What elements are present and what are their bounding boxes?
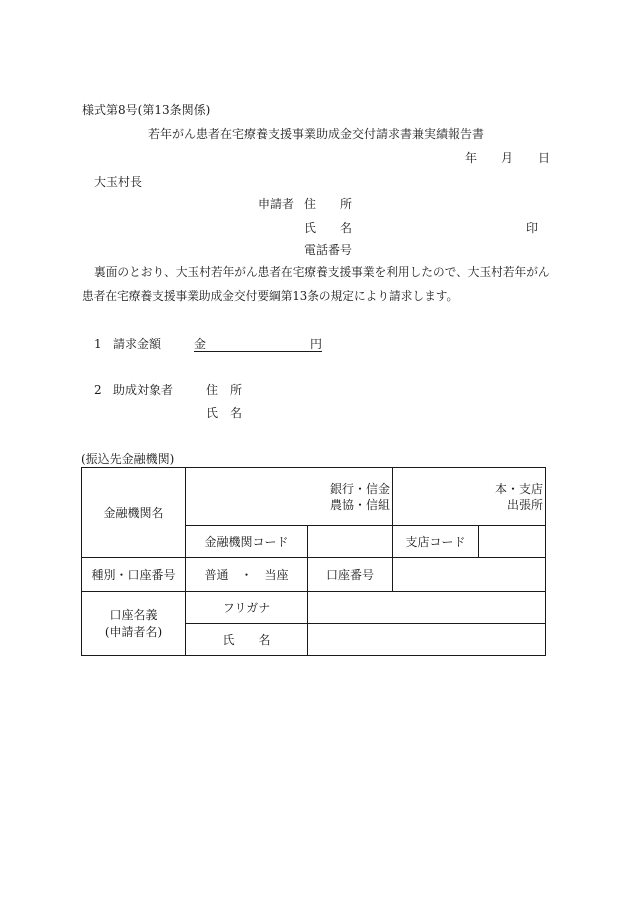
item1-prefix: 金 (194, 337, 207, 351)
account-type-options: 普通 ・ 当座 (204, 568, 289, 582)
account-type-label-cell (82, 558, 186, 592)
account-type-selector[interactable] (186, 558, 308, 592)
item2-address-label: 住 所 (206, 383, 243, 397)
page-title: 若年がん患者在宅療養支援事業助成金交付請求書兼実績報告書 (148, 127, 485, 141)
account-holder-label-line2: (申請者名) (104, 624, 163, 639)
account-number-label-cell (308, 558, 393, 592)
applicant-address-label: 住 所 (304, 197, 353, 211)
item2-name-label: 氏 名 (206, 406, 243, 420)
institution-name-label: 金融機関名 (103, 506, 164, 520)
holder-name-label: 氏 名 (222, 633, 271, 647)
seal-mark: 印 (526, 221, 539, 235)
institution-code-label-cell (186, 526, 308, 558)
bank-types-line2: 農協・信組 (330, 497, 391, 512)
item2-label: 助成対象者 (113, 383, 174, 397)
claim-amount-field[interactable] (194, 336, 322, 352)
addressee: 大玉村長 (94, 175, 143, 189)
account-type-label: 種別・口座番号 (91, 568, 176, 582)
applicant-phone-label: 電話番号 (304, 243, 353, 257)
furigana-field[interactable] (308, 592, 546, 624)
branch-types-line2: 出張所 (507, 497, 544, 512)
holder-name-field[interactable] (308, 624, 546, 656)
branch-types-line1: 本・支店 (495, 481, 544, 496)
item1-suffix: 円 (310, 337, 323, 351)
applicant-label: 申請者 (258, 197, 295, 211)
institution-name-field[interactable] (186, 468, 393, 526)
branch-code-field[interactable] (479, 526, 546, 558)
item2-number: 2 (94, 383, 102, 397)
item1-number: 1 (94, 337, 102, 351)
bank-info-table (81, 467, 546, 656)
institution-code-label: 金融機関コード (204, 535, 289, 549)
form-number: 様式第8号(第13条関係) (82, 103, 211, 117)
branch-code-label: 支店コード (405, 535, 466, 549)
date-year: 年 (465, 151, 478, 165)
branch-name-field[interactable] (393, 468, 546, 526)
holder-name-label-cell (186, 624, 308, 656)
branch-code-label-cell (393, 526, 479, 558)
item1-label: 請求金額 (113, 337, 162, 351)
account-number-label: 口座番号 (326, 568, 375, 582)
body-text-line2: 患者在宅療養支援事業助成金交付要綱第13条の規定により請求します。 (82, 289, 459, 303)
body-text-line1: 裏面のとおり、大玉村若年がん患者在宅療養支援事業を利用したので、大玉村若年がん (94, 265, 550, 279)
bank-types-line1: 銀行・信金 (330, 481, 391, 496)
furigana-label: フリガナ (222, 601, 271, 615)
account-number-field[interactable] (393, 558, 546, 592)
institution-name-label-cell (82, 468, 186, 558)
date-month: 月 (501, 151, 514, 165)
account-holder-label-line1: 口座名義 (109, 607, 158, 622)
furigana-label-cell (186, 592, 308, 624)
bank-section-caption: (振込先金融機関) (81, 452, 175, 466)
institution-code-field[interactable] (308, 526, 393, 558)
account-holder-label-cell (82, 592, 186, 656)
applicant-name-label: 氏 名 (304, 221, 353, 235)
date-day: 日 (538, 151, 551, 165)
